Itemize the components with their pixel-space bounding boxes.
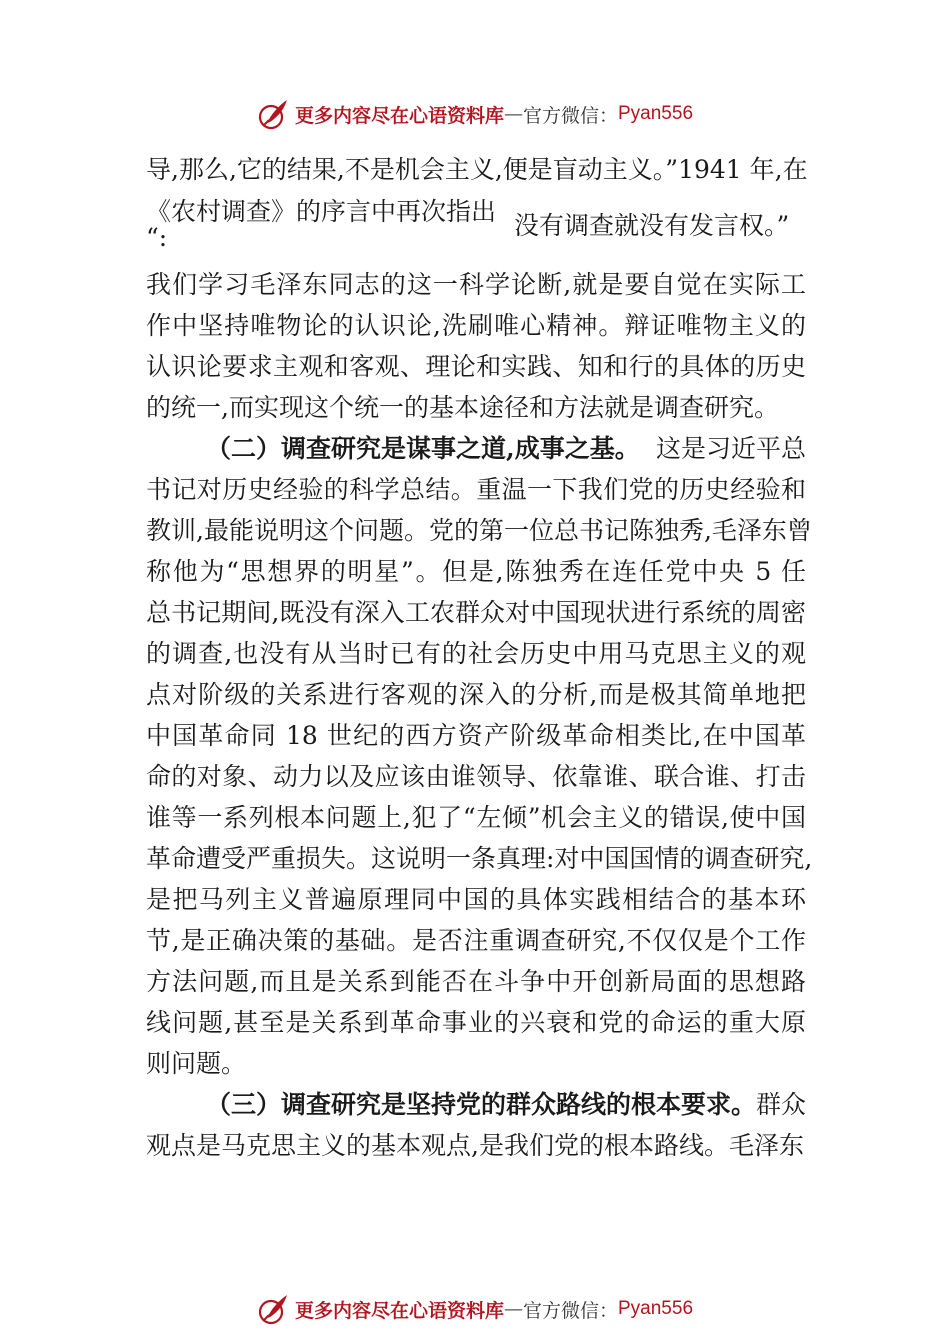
- section-three-heading-line: [206, 1087, 807, 1123]
- text-line: 点对阶级的关系进行客观的深入的分析,而是极其简单地把: [146, 680, 806, 709]
- text-line: 线问题,甚至是关系到革命事业的兴衰和党的命运的重大原: [146, 1008, 806, 1037]
- banner-brand-text: 更多内容尽在心语资料库: [294, 1299, 504, 1322]
- text-line-quote: 没有调查就没有发言权。”: [514, 211, 790, 240]
- section-two-heading: （二）调查研究是谋事之道,成事之基。: [206, 434, 640, 463]
- text-span: 群众: [756, 1090, 807, 1119]
- text-line: 总书记期间,既没有深入工农群众对中国现状进行系统的周密: [146, 598, 806, 627]
- banner-wechat-label: 官方微信：: [522, 1299, 618, 1322]
- text-line: 的统一,而实现这个统一的基本途径和方法就是调查研究。: [146, 393, 779, 422]
- text-line: 观点是马克思主义的基本观点,是我们党的根本路线。毛泽东: [146, 1131, 804, 1160]
- text-line: 中国革命同 18 世纪的西方资产阶级革命相类比,在中国革: [146, 721, 806, 750]
- text-line: 则问题。: [146, 1049, 247, 1078]
- text-line: 导,那么,它的结果,不是机会主义,便是盲动主义。”1941 年,在: [146, 155, 808, 184]
- text-line: 命的对象、动力以及应该由谁领导、依靠谁、联合谁、打击: [146, 762, 806, 791]
- text-line: 革命遭受严重损失。这说明一条真理:对中国国情的调查研究,: [146, 844, 813, 873]
- footer-watermark-banner: [0, 1289, 950, 1329]
- text-line: 认识论要求主观和客观、理论和实践、知和行的具体的历史: [146, 352, 806, 381]
- text-line: 节,是正确决策的基础。是否注重调查研究,不仅仅是个工作: [146, 926, 806, 955]
- text-line: 方法问题,而且是关系到能否在斗争中开创新局面的思想路: [146, 967, 806, 996]
- text-line: 我们学习毛泽东同志的这一科学论断,就是要自觉在实际工: [146, 270, 806, 299]
- section-two-heading-line: [206, 431, 806, 467]
- feather-pen-logo-icon: [257, 97, 291, 131]
- text-span: 这是习近平总: [655, 434, 806, 463]
- banner-wechat-id: Pyan556: [618, 1298, 694, 1319]
- text-line: 称他为“思想界的明星”。但是,陈独秀在连任党中央 5 任: [146, 557, 806, 586]
- banner-brand-text: 更多内容尽在心语资料库: [294, 104, 504, 127]
- text-line: 的调查,也没有从当时已有的社会历史中用马克思主义的观: [146, 639, 806, 668]
- banner-wechat-label: 官方微信：: [522, 104, 618, 127]
- header-watermark-banner: [0, 94, 950, 134]
- section-three-heading: （三）调查研究是坚持党的群众路线的根本要求。: [206, 1090, 757, 1119]
- quote-mark: “:: [146, 223, 168, 252]
- banner-wechat-id: Pyan556: [618, 103, 694, 124]
- text-line: 教训,最能说明这个问题。党的第一位总书记陈独秀,毛泽东曾: [146, 516, 812, 545]
- banner-separator: —: [503, 1298, 523, 1320]
- text-line-quote-lead: 《农村调查》的序言中再次指出: [146, 197, 497, 226]
- text-line: 书记对历史经验的科学总结。重温一下我们党的历史经验和: [146, 475, 806, 504]
- feather-pen-logo-icon: [257, 1292, 291, 1326]
- text-line: 作中坚持唯物论的认识论,洗刷唯心精神。辩证唯物主义的: [146, 311, 806, 340]
- text-line: 是把马列主义普遍原理同中国的具体实践相结合的基本环: [146, 885, 806, 914]
- banner-separator: —: [503, 103, 523, 125]
- text-line: 谁等一系列根本问题上,犯了“左倾”机会主义的错误,使中国: [146, 803, 806, 832]
